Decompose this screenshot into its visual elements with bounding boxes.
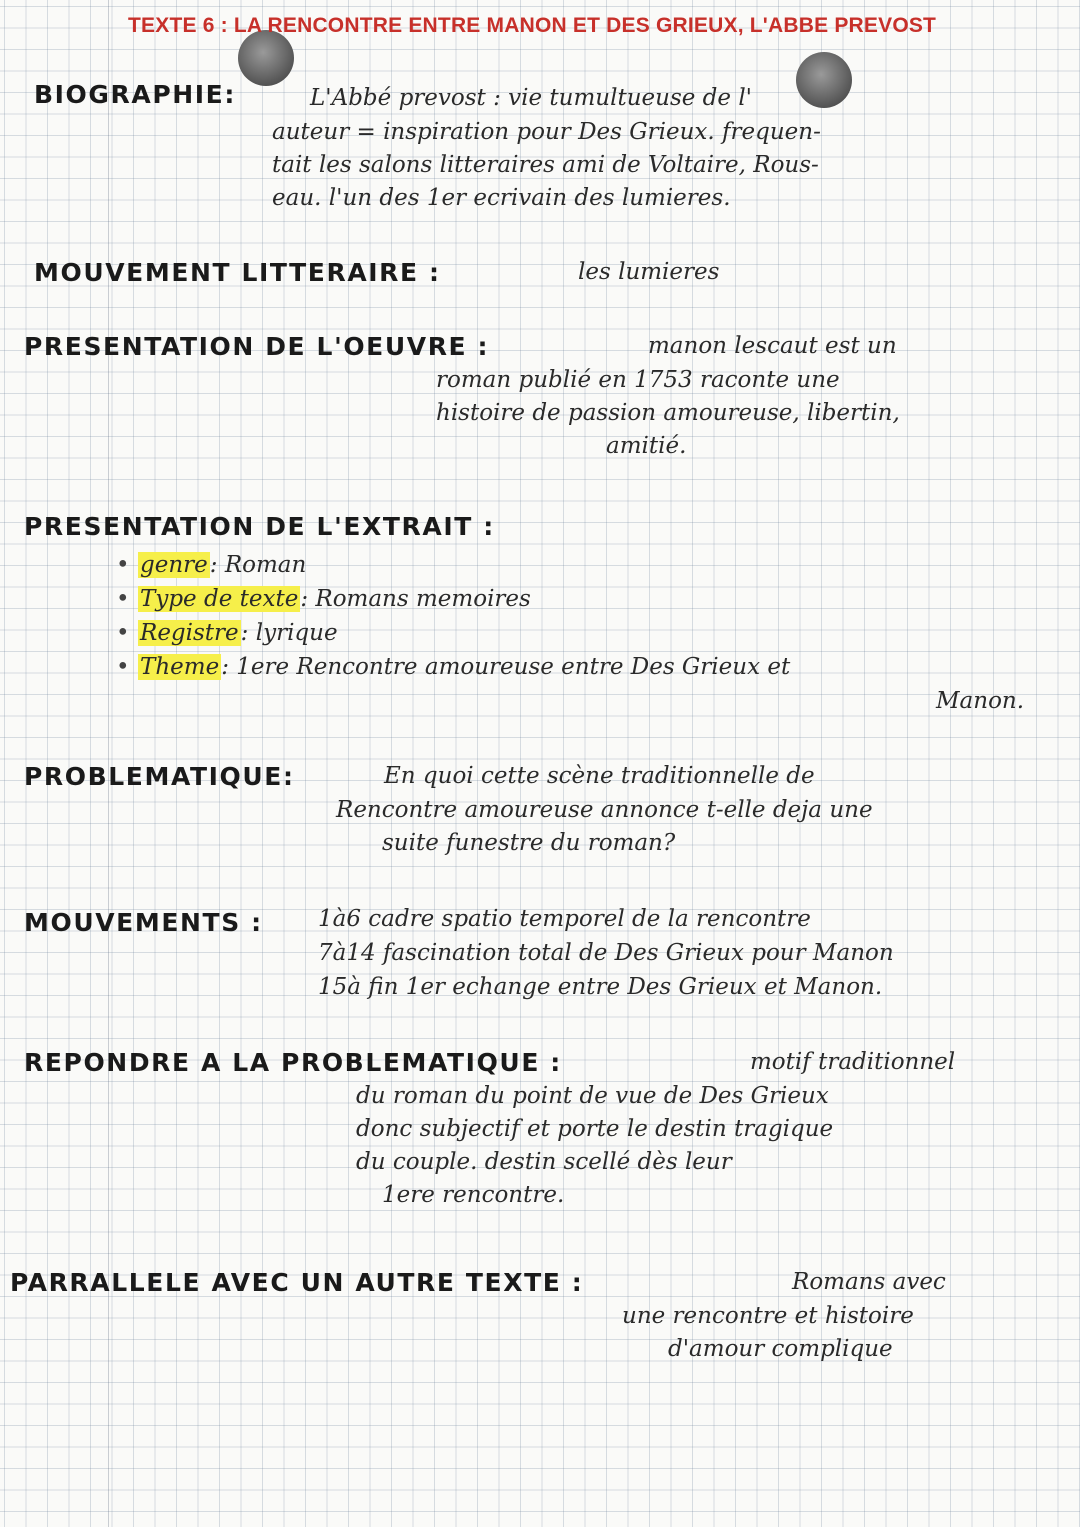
item-value: : Romans memoires: [300, 586, 531, 612]
problematique-section: [24, 762, 295, 791]
item-value: : lyrique: [240, 620, 338, 646]
bullet-icon: •: [116, 654, 130, 680]
text-line: 7à14 fascination total de Des Grieux pour Manon: [318, 940, 894, 966]
item-label: Theme: [140, 654, 220, 680]
text-line: 15à fin 1er echange entre Des Grieux et Manon.: [318, 974, 883, 1000]
text-line: une rencontre et histoire: [622, 1303, 914, 1329]
list-item: [116, 582, 1024, 616]
oeuvre-text-cont: [436, 364, 900, 463]
text-line: 1ere rencontre.: [382, 1182, 565, 1208]
oeuvre-text: [648, 330, 897, 363]
text-line: amitié.: [606, 433, 687, 459]
mouvements-heading: MOUVEMENTS :: [24, 908, 263, 937]
text-line: du roman du point de vue de Des Grieux: [356, 1083, 829, 1109]
item-label: Registre: [140, 620, 239, 646]
reponse-text-cont: [356, 1080, 833, 1212]
problematique-text: [384, 760, 815, 793]
bullet-icon: •: [116, 620, 130, 646]
text-line: tait les salons litteraires ami de Voltaire, Rous-: [272, 152, 819, 178]
text-line: auteur = inspiration pour Des Grieux. frequen-: [272, 119, 821, 145]
punch-hole: [238, 30, 294, 86]
parallele-heading: PARRALLELE AVEC UN AUTRE TEXTE :: [10, 1268, 584, 1297]
page-title: TEXTE 6 : LA RENCONTRE ENTRE MANON ET DES GRIEUX, L'ABBE PREVOST: [128, 14, 937, 37]
mouvements-section: [24, 908, 263, 937]
text-line: motif traditionnel: [750, 1049, 956, 1075]
reponse-section: [24, 1048, 562, 1077]
text-line: En quoi cette scène traditionnelle de: [384, 763, 815, 789]
bullet-icon: •: [116, 586, 130, 612]
oeuvre-section: [24, 332, 489, 361]
text-line: histoire de passion amoureuse, libertin,: [436, 400, 900, 426]
list-item-cont: Manon.: [936, 688, 1025, 714]
parallele-text-cont: [622, 1300, 914, 1366]
text-line: donc subjectif et porte le destin tragique: [356, 1116, 834, 1142]
item-label: genre: [140, 552, 208, 578]
list-item: [116, 548, 1024, 582]
parallele-text: [792, 1266, 946, 1299]
extrait-list: [116, 548, 1024, 718]
mouvement-section: [34, 258, 441, 287]
item-value: : Roman: [209, 552, 307, 578]
extrait-section: [24, 512, 495, 541]
mouvements-text: [318, 902, 894, 1004]
oeuvre-heading: PRESENTATION DE L'OEUVRE :: [24, 332, 490, 361]
text-line: suite funestre du roman?: [382, 830, 676, 856]
text-line: roman publié en 1753 raconte une: [436, 367, 840, 393]
mouvement-value: [578, 256, 719, 289]
problematique-heading: PROBLEMATIQUE:: [24, 762, 295, 791]
text-line: 1à6 cadre spatio temporel de la rencontre: [318, 906, 811, 932]
text-line: L'Abbé prevost : vie tumultueuse de l': [310, 85, 752, 111]
biographie-heading: BIOGRAPHIE:: [34, 80, 236, 109]
parallele-section: [10, 1268, 583, 1297]
biographie-text: [310, 82, 752, 115]
item-value: : 1ere Rencontre amoureuse entre Des Grieux et: [221, 654, 791, 680]
text-line: du couple. destin scellé dès leur: [356, 1149, 732, 1175]
mouvement-heading: MOUVEMENT LITTERAIRE :: [34, 258, 441, 287]
text-line: les lumieres: [578, 259, 720, 285]
reponse-text: [750, 1046, 955, 1079]
text-line: eau. l'un des 1er ecrivain des lumieres.: [272, 185, 731, 211]
biographie-text-cont: [272, 116, 821, 215]
text-line: d'amour complique: [668, 1336, 893, 1362]
item-label: Type de texte: [140, 586, 299, 612]
biographie-section: [34, 80, 236, 109]
punch-hole: [796, 52, 852, 108]
list-item: [116, 650, 1024, 684]
text-line: Rencontre amoureuse annonce t-elle deja une: [336, 797, 873, 823]
text-line: Romans avec: [792, 1269, 946, 1295]
problematique-text-cont: [336, 794, 873, 860]
text-line: manon lescaut est un: [648, 333, 897, 359]
reponse-heading: REPONDRE A LA PROBLEMATIQUE :: [24, 1048, 562, 1077]
bullet-icon: •: [116, 552, 130, 578]
extrait-heading: PRESENTATION DE L'EXTRAIT :: [24, 512, 495, 541]
list-item: [116, 616, 1024, 650]
